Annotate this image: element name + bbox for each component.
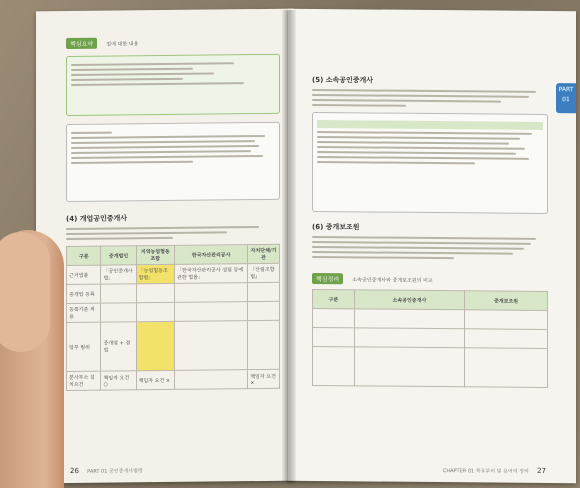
table-cell: 업무 범위 xyxy=(67,322,101,371)
table-cell: 중개업 등록 xyxy=(67,284,101,303)
table-header: 중개보조원 xyxy=(465,291,548,311)
section-title-associate: (5) 소속공인중개사 xyxy=(312,75,374,85)
table-header: 중개법인 xyxy=(101,246,136,265)
key-summary-tag: 핵심정리 xyxy=(312,273,343,284)
table-row xyxy=(313,346,548,387)
summary-tag: 핵심요약 xyxy=(66,38,97,49)
footer-left: PART 01 공인중개사법령 xyxy=(87,468,143,475)
table-row xyxy=(67,320,280,371)
right-page xyxy=(288,9,576,484)
associate-table-box xyxy=(312,112,548,214)
table-cell: 「한국자산관리공사 설립 등에 관한 법률」 xyxy=(175,264,248,284)
table-cell: 책임자 요건 × xyxy=(248,369,280,388)
table-row xyxy=(67,301,280,322)
table-header: 구분 xyxy=(67,246,101,265)
table-row xyxy=(67,263,280,284)
table-row xyxy=(67,369,280,390)
chapter-tab xyxy=(556,83,576,113)
table-cell xyxy=(175,370,248,390)
thumb xyxy=(0,232,50,352)
book-gutter xyxy=(282,10,296,482)
table-cell: 분사무소 설치요건 xyxy=(67,371,101,390)
left-page xyxy=(36,9,294,484)
table-cell: 책임자 요건 ○ xyxy=(101,371,136,390)
table-cell: 「공인중개사법」 xyxy=(101,265,136,284)
table-header: 지역농업협동조합 xyxy=(136,245,174,264)
table-header: 소속공인중개사 xyxy=(354,290,464,310)
table-cell xyxy=(175,321,248,371)
footer-right: CHAPTER 01 목표부터 및 용어의 정의 xyxy=(442,468,529,475)
summary-box xyxy=(66,54,280,116)
note-box xyxy=(66,122,280,202)
section-title-agent: (4) 개업공인중개사 xyxy=(66,214,128,224)
table-cell: 근거법률 xyxy=(67,265,101,284)
table-cell: 『산림조합법』 xyxy=(248,263,280,282)
table-header: 구분 xyxy=(313,289,355,308)
page-number-left: 26 xyxy=(70,466,79,475)
agent-table xyxy=(66,244,280,391)
table-row xyxy=(67,282,280,303)
table-cell: 「농업협동조합법」 xyxy=(136,264,174,283)
table-cell: 등록기준 적용 xyxy=(67,303,101,322)
table-header: 자치단체/기관 xyxy=(248,244,280,263)
section-title-assistant: (6) 중개보조원 xyxy=(312,222,360,232)
table-cell: 책임자 요건 × xyxy=(136,370,174,389)
table-cell: 중개업 + 겸업 xyxy=(101,322,136,371)
chapter-tab-label: PART 01 xyxy=(558,86,574,104)
table-cell xyxy=(136,321,174,370)
summary-tag-title: 업에 대한 내용 xyxy=(106,41,139,48)
table-row xyxy=(313,308,548,329)
open-book xyxy=(36,10,576,482)
comparison-table xyxy=(312,289,548,388)
table-row xyxy=(313,327,548,348)
table-cell xyxy=(248,320,280,369)
table-header: 한국자산관리공사 xyxy=(175,245,248,265)
page-number-right: 27 xyxy=(537,466,546,475)
key-summary-title: 소속공인중개사와 중개보조원의 비교 xyxy=(352,277,433,285)
